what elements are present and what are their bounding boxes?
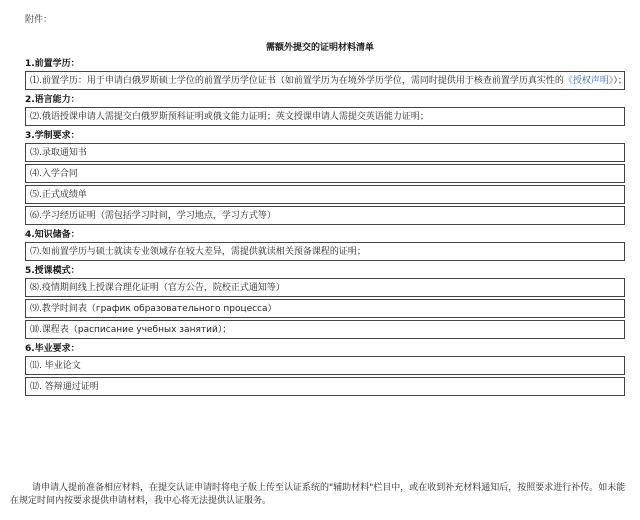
requirement-item: ⑽.课程表（расписание учебных занятий）； xyxy=(25,320,625,339)
requirement-item: ⑿. 答辩通过证明 xyxy=(25,377,625,396)
authorization-statement-link[interactable]: 《授权声明》 xyxy=(563,76,614,86)
requirement-item: ⑾. 毕业论文 xyxy=(25,356,625,375)
requirement-item: ⑹.学习经历证明（需包括学习时间，学习地点，学习方式等） xyxy=(25,206,625,225)
section-heading: 1.前置学历： xyxy=(25,59,80,69)
requirement-text: ⑴.前置学历：用于申请白俄罗斯硕士学位的前置学历学位证书（如前置学历为在境外学历学位，需同时提供用于核查前置学历真实性的 xyxy=(30,76,564,86)
section-prior-education xyxy=(25,58,625,90)
requirement-item: ⑶.录取通知书 xyxy=(25,143,625,162)
section-heading: 4.知识储备： xyxy=(25,230,80,240)
section-knowledge xyxy=(25,229,625,261)
section-heading: 3.学制要求： xyxy=(25,131,80,141)
requirement-item: ⑷.入学合同 xyxy=(25,164,625,183)
requirement-item: ⑻.疫情期间线上授课合理化证明（官方公告，院校正式通知等） xyxy=(25,278,625,297)
materials-list xyxy=(25,58,625,396)
footer-note-text: 请申请人提前准备相应材料，在提交认证申请时将电子版上传至认证系统的"辅助材料"栏目中，或在收到补充材料通知后，按照要求进行补传。如未能在规定时间内按要求提供申请材料，我中心将无法提供认证服务。 xyxy=(10,483,626,506)
section-teaching-mode xyxy=(25,265,625,339)
requirement-item xyxy=(25,71,625,90)
requirement-text-tail: ）； xyxy=(613,76,627,86)
section-heading: 6.毕业要求： xyxy=(25,344,80,354)
section-heading: 5.授课模式： xyxy=(25,266,80,276)
requirement-item: ⑼.教学时间表（график образовательного процесса） xyxy=(25,299,625,318)
requirement-item: ⑵.俄语授课申请人需提交白俄罗斯预科证明或俄文能力证明；英文授课申请人需提交英语能力证明； xyxy=(25,107,625,126)
attachment-label: 附件： xyxy=(25,15,53,25)
section-heading: 2.语言能力： xyxy=(25,95,80,105)
requirement-item: ⑸.正式成绩单 xyxy=(25,185,625,204)
page-title: 需额外提交的证明材料清单 xyxy=(265,43,374,53)
requirement-item: ⑺.如前置学历与硕士就读专业领域存在较大差异，需提供就读相关预备课程的证明； xyxy=(25,242,625,261)
section-program-duration xyxy=(25,130,625,225)
section-language xyxy=(25,94,625,126)
section-graduation xyxy=(25,343,625,396)
footer-note xyxy=(0,482,640,508)
